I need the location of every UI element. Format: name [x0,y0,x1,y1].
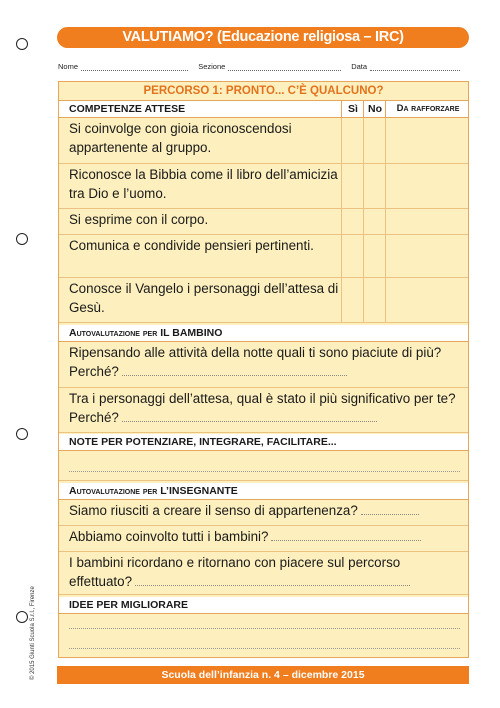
page-footer: Scuola dell’infanzia n. 4 – dicembre 2015 [57,666,469,684]
teacher-question-row[interactable] [59,552,468,595]
ideas-header [59,597,468,614]
col-improve-label: Da rafforzare [385,101,470,117]
section-field[interactable] [228,63,341,71]
teacher-eval-header [59,483,468,500]
check-improve-cell[interactable] [386,118,469,163]
child-question-text: Ripensando alle attività della notte quali ti sono piaciute di più? Perché? [69,345,442,379]
check-yes-cell[interactable] [342,278,363,322]
ideas-area[interactable] [59,614,468,657]
teacher-question-text: Abbiamo coinvolto tutti i bambini? [69,529,269,544]
col-yes-label: Sì [341,101,364,117]
competence-text: Riconosce la Bibbia come il libro dell’amicizia tra Dio e l’uomo. [69,167,338,201]
check-improve-cell[interactable] [386,278,469,322]
competence-row [59,209,468,235]
teacher-question-row[interactable] [59,526,468,552]
competence-text: Si coinvolge con gioia riconoscendosi appartenente al gruppo. [69,121,292,155]
check-no-cell[interactable] [364,164,385,208]
teacher-eval-prefix: Autovalutazione per [69,485,158,497]
competence-text: Si esprime con il corpo. [69,212,209,227]
competence-row [59,278,468,323]
check-no-cell[interactable] [364,209,385,234]
child-question-text: Tra i personaggi dell’attesa, qual è stato il più significativo per te? Perché? [69,391,456,425]
check-no-cell[interactable] [364,278,385,322]
binder-hole-icon [16,611,28,623]
child-eval-header [59,325,468,342]
check-yes-cell[interactable] [342,209,363,234]
page-title: VALUTIAMO? (Educazione religiosa – IRC) [57,27,469,48]
check-no-cell[interactable] [364,118,385,163]
name-label: Nome [58,62,79,71]
notes-header [59,434,468,451]
binder-hole-icon [16,233,28,245]
competence-row [59,235,468,278]
section-label: Sezione [198,62,226,71]
evaluation-card [58,81,469,658]
child-question-row[interactable] [59,342,468,388]
binder-hole-icon [16,428,28,440]
child-eval-prefix: Autovalutazione per [69,327,158,339]
check-no-cell[interactable] [364,235,385,277]
check-improve-cell[interactable] [386,209,469,234]
answer-line[interactable] [122,411,377,422]
competence-text: Comunica e condivide pensieri pertinenti. [69,238,314,253]
notes-header-label: NOTE PER POTENZIARE, INTEGRARE, FACILITARE... [69,436,337,448]
child-eval-subject: IL BAMBINO [160,327,223,339]
ideas-line[interactable] [69,648,460,649]
check-yes-cell[interactable] [342,164,363,208]
check-yes-cell[interactable] [342,235,363,277]
teacher-question-row[interactable] [59,500,468,526]
competence-row [59,118,468,164]
answer-line[interactable] [135,575,410,586]
binder-hole-icon [16,38,28,50]
competences-list [59,118,468,323]
notes-line[interactable] [69,471,460,472]
answer-line[interactable] [271,530,421,541]
child-question-row[interactable] [59,388,468,433]
answer-line[interactable] [122,365,347,376]
date-field[interactable] [370,63,460,71]
date-label: Data [351,62,368,71]
ideas-header-label: IDEE PER MIGLIORARE [69,599,189,611]
competence-text: Conosce il Vangelo i personaggi dell’attesa di Gesù. [69,281,339,315]
competences-header-label: COMPETENZE ATTESE [69,103,186,115]
route-title: PERCORSO 1: PRONTO... C’È QUALCUNO? [59,82,468,101]
check-improve-cell[interactable] [386,235,469,277]
answer-line[interactable] [361,504,419,515]
col-no-label: No [363,101,386,117]
student-info-row [58,59,470,71]
competences-header [59,101,468,118]
copyright-notice: © 2015 Giunti Scuola S.r.l., Firenze [30,586,36,680]
teacher-question-text: Siamo riusciti a creare il senso di appartenenza? [69,503,358,518]
ideas-line[interactable] [69,628,460,629]
check-improve-cell[interactable] [386,164,469,208]
competence-row [59,164,468,209]
name-field[interactable] [81,63,188,71]
notes-area[interactable] [59,451,468,481]
teacher-question-text: I bambini ricordano e ritornano con piacere sul percorso effettuato? [69,555,401,589]
teacher-eval-subject: L’INSEGNANTE [160,485,238,497]
check-yes-cell[interactable] [342,118,363,163]
